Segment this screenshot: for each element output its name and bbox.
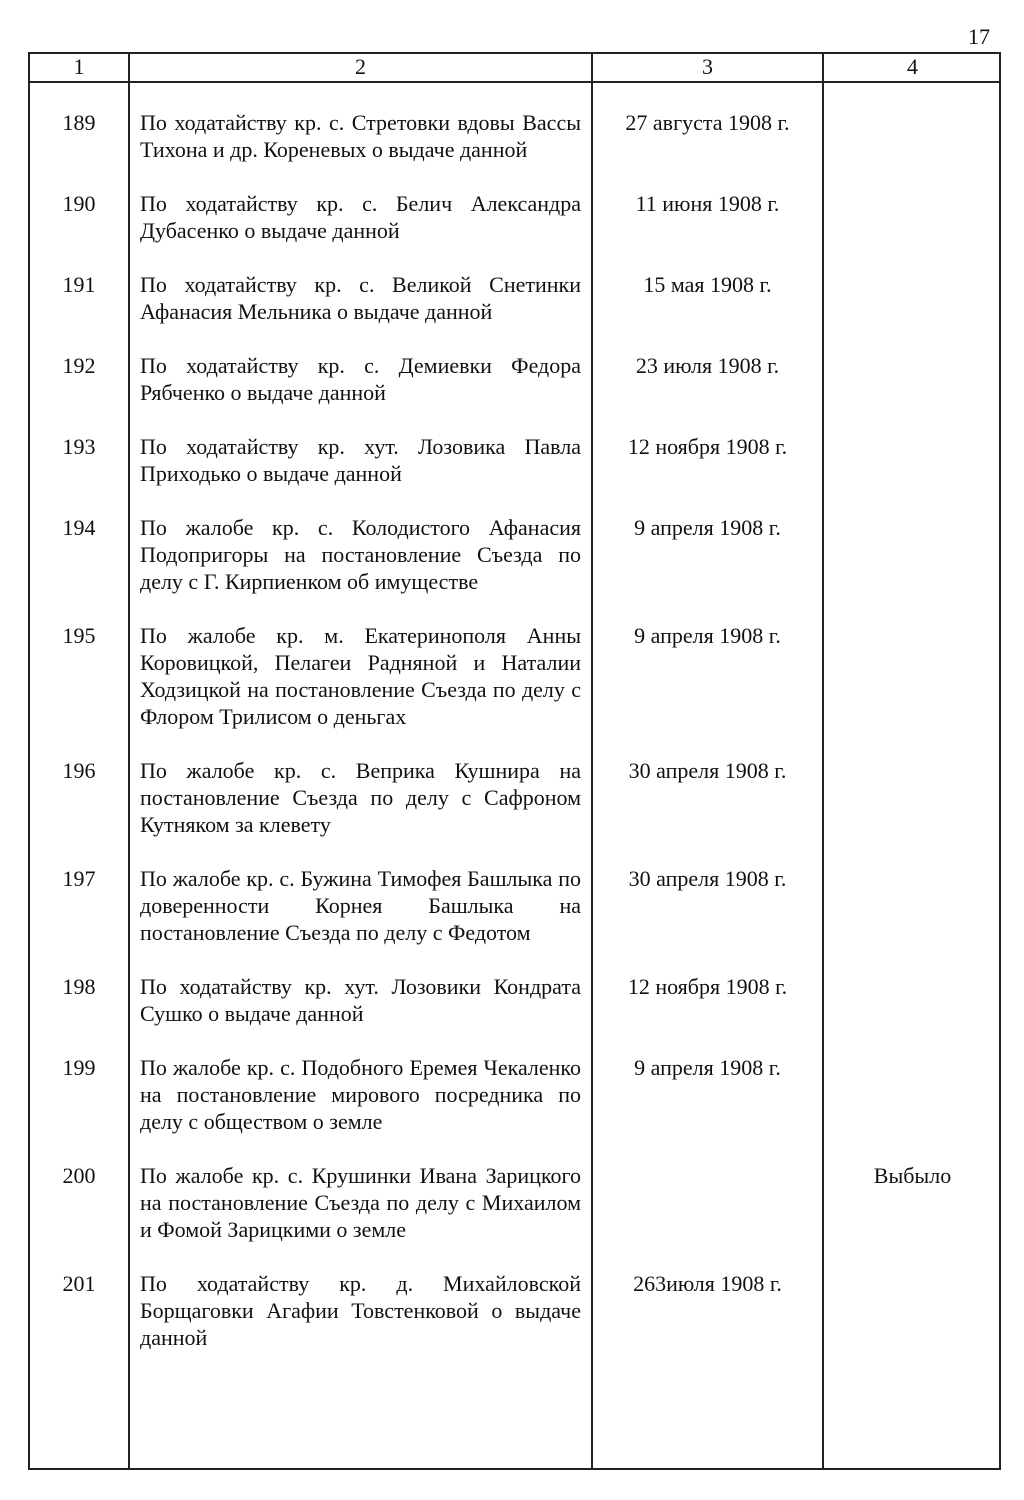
row-number: 196	[62, 758, 96, 783]
table-row	[30, 1054, 999, 1135]
table-row	[30, 190, 999, 244]
table-row	[30, 271, 999, 325]
row-description: По ходатайству кр. хут. Лозовики Кондрата Сушко о выдаче данной	[140, 974, 581, 1026]
header-col-2: 2	[355, 54, 366, 79]
row-number: 200	[62, 1163, 96, 1188]
row-date: 9 апреля 1908 г.	[634, 1055, 781, 1080]
row-description: По ходатайству кр. д. Михайловской Борщаговки Агафии Товстенковой о выдаче данной	[140, 1271, 581, 1350]
row-description: По жалобе кр. с. Бужина Тимофея Башлыка по доверенности Корнея Башлыка на постановление Съезда по делу с Федотом	[140, 866, 581, 945]
table-row	[30, 622, 999, 730]
row-description: По ходатайству кр. с. Стретовки вдовы Вассы Тихона и др. Кореневых о выдаче данной	[140, 110, 581, 162]
row-date: 30 апреля 1908 г.	[628, 758, 787, 783]
row-date: 9 апреля 1908 г.	[634, 623, 781, 648]
row-description: По жалобе кр. с. Крушинки Ивана Зарицкого на постановление Съезда по делу с Михаилом и Фомой Зарицкими о земле	[140, 1163, 581, 1242]
row-number: 198	[62, 974, 96, 999]
table-body	[30, 109, 999, 1351]
row-description: По ходатайству кр. хут. Лозовика Павла Приходько о выдаче данной	[140, 434, 581, 486]
table-row	[30, 514, 999, 595]
row-date: 12 ноября 1908 г.	[627, 974, 788, 999]
row-description: По ходатайству кр. с. Великой Снетинки Афанасия Мельника о выдаче данной	[140, 272, 581, 324]
row-date: 15 мая 1908 г.	[643, 272, 772, 297]
row-number: 195	[62, 623, 96, 648]
row-date: 11 июня 1908 г.	[635, 191, 780, 216]
row-date: 30 апреля 1908 г.	[628, 866, 787, 891]
row-note: Выбыло	[873, 1163, 952, 1188]
row-number: 197	[62, 866, 96, 891]
header-col-1: 1	[73, 54, 85, 79]
row-number: 192	[62, 353, 96, 378]
header-col-3: 3	[702, 54, 713, 79]
row-number: 194	[62, 515, 96, 540]
row-number: 193	[62, 434, 96, 459]
row-number: 190	[62, 191, 96, 216]
row-number: 189	[62, 110, 96, 135]
row-description: По жалобе кр. с. Колодистого Афанасия Подопригоры на постановление Съезда по делу с Г. Кирпиенком об имуществе	[140, 515, 581, 594]
table-row	[30, 433, 999, 487]
row-date: 12 ноября 1908 г.	[627, 434, 788, 459]
table-header	[30, 54, 999, 83]
row-description: По жалобе кр. с. Веприка Кушнира на постановление Съезда по делу с Сафроном Кутняком за клевету	[140, 758, 581, 837]
table-row	[30, 109, 999, 163]
table-row	[30, 1270, 999, 1351]
row-date: 9 апреля 1908 г.	[634, 515, 781, 540]
row-description: По ходатайству кр. с. Демиевки Федора Рябченко о выдаче данной	[140, 353, 581, 405]
row-description: По жалобе кр. м. Екатеринополя Анны Коровицкой, Пелагеи Радняной и Наталии Ходзицкой на постановление Съезда по делу с Флором Трилисом о деньгах	[140, 623, 581, 729]
row-date: 263июля 1908 г.	[633, 1271, 782, 1296]
row-description: По жалобе кр. с. Подобного Еремея Чекаленко на постановление мирового посредника по делу с обществом о земле	[140, 1055, 581, 1134]
header-col-4: 4	[907, 54, 918, 79]
page-number: 17	[968, 24, 990, 49]
table-row	[30, 1162, 999, 1243]
table-row	[30, 865, 999, 946]
row-number: 201	[62, 1271, 96, 1296]
row-number: 191	[62, 272, 96, 297]
row-date: 27 августа 1908 г.	[625, 110, 790, 135]
row-description: По ходатайству кр. с. Белич Александра Дубасенко о выдаче данной	[140, 191, 581, 243]
register-table	[28, 52, 1001, 1470]
table-row	[30, 352, 999, 406]
table-row	[30, 757, 999, 838]
row-date: 23 июля 1908 г.	[635, 353, 780, 378]
table-row	[30, 973, 999, 1027]
row-number: 199	[62, 1055, 96, 1080]
